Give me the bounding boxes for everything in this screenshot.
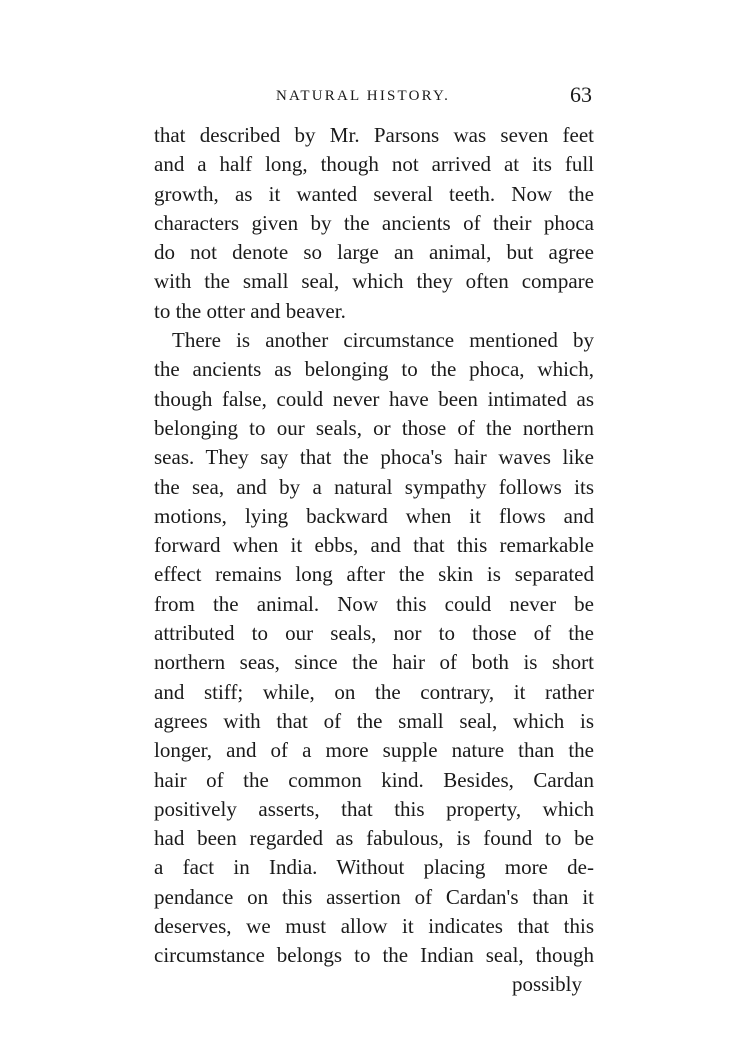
text-line: hair of the common kind. Besides, Cardan — [154, 767, 594, 792]
running-title: NATURAL HISTORY. — [276, 88, 451, 104]
text-line: northern seas, since the hair of both is short — [154, 650, 594, 675]
text-line: a fact in India. Without placing more de- — [154, 855, 594, 880]
text-line: forward when it ebbs, and that this remarkable — [154, 533, 594, 558]
text-line: agrees with that of the small seal, which is — [154, 708, 594, 733]
text-line: though false, could never have been intimated as — [154, 386, 594, 411]
text-line: with the small seal, which they often compare — [154, 269, 594, 294]
text-line: the sea, and by a natural sympathy follows its — [154, 474, 594, 499]
text-line: characters given by the ancients of their phoca — [154, 210, 594, 235]
text-line: from the animal. Now this could never be — [154, 591, 594, 616]
text-line: belonging to our seals, or those of the northern — [154, 415, 594, 440]
text-line: deserves, we must allow it indicates that this — [154, 914, 594, 939]
text-line: the ancients as belonging to the phoca, which, — [154, 357, 594, 382]
text-line: seas. They say that the phoca's hair waves like — [154, 445, 594, 470]
text-line: and a half long, though not arrived at its full — [154, 152, 594, 177]
text-line: attributed to our seals, nor to those of the — [154, 621, 594, 646]
page-number: 63 — [570, 82, 592, 107]
text-line: circumstance belongs to the Indian seal, though — [154, 943, 594, 968]
text-line: motions, lying backward when it flows and — [154, 503, 594, 528]
text-line: that described by Mr. Parsons was seven feet — [154, 123, 594, 147]
catchword: possibly — [511, 972, 582, 996]
body-text — [154, 121, 594, 971]
text-line: growth, as it wanted several teeth. Now the — [154, 181, 594, 206]
text-line: effect remains long after the skin is separated — [154, 562, 594, 587]
text-line: do not denote so large an animal, but agree — [154, 240, 594, 265]
text-line: pendance on this assertion of Cardan's than it — [154, 884, 594, 909]
text-line: longer, and of a more supple nature than the — [154, 738, 594, 763]
text-line: and stiff; while, on the contrary, it rather — [154, 679, 594, 704]
text-line: to the otter and beaver. — [154, 298, 346, 323]
text-line: There is another circumstance mentioned by — [172, 328, 594, 353]
running-head — [150, 84, 600, 114]
text-line: had been regarded as fabulous, is found to be — [154, 826, 594, 851]
text-line: positively asserts, that this property, which — [154, 796, 594, 821]
